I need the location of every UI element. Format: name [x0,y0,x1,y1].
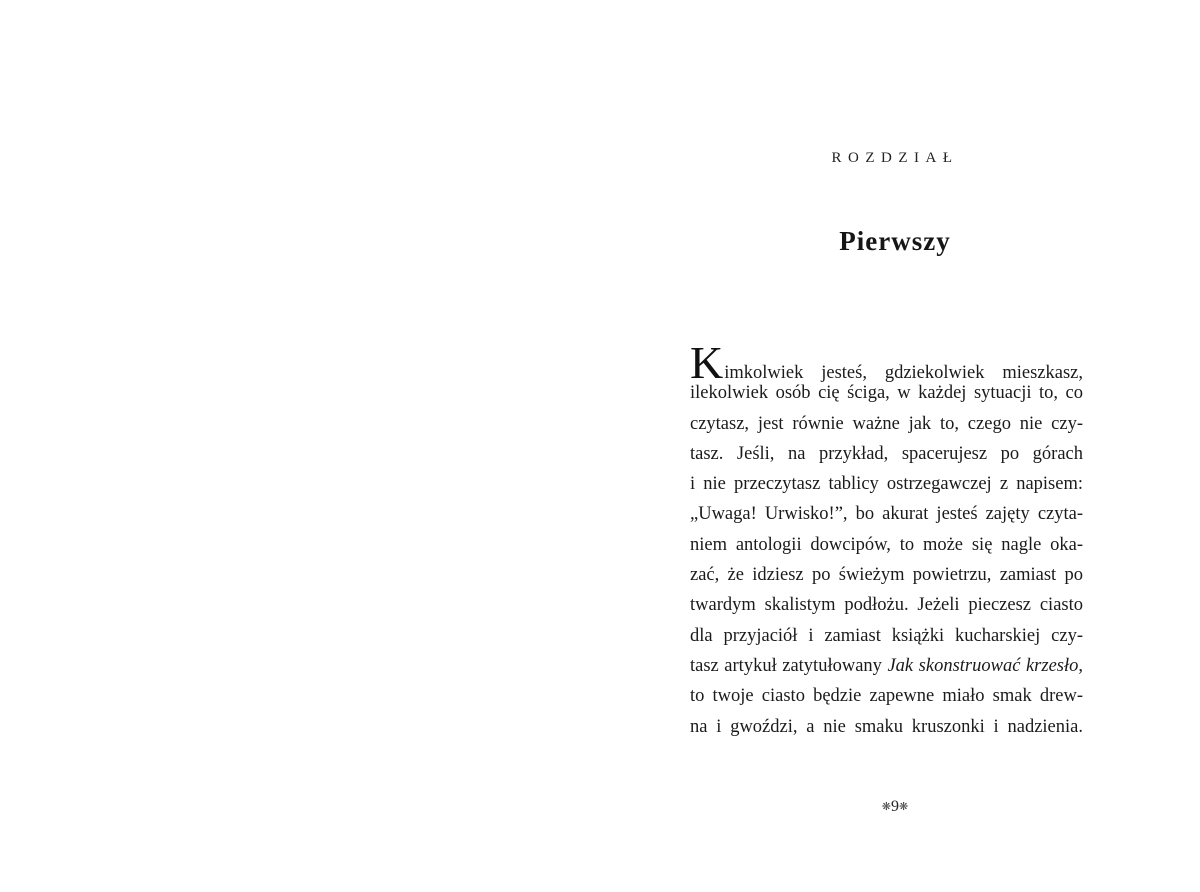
text-line-10: dla przyjaciół i zamiast książki kucharskiej czy- [690,625,1083,646]
text-line-7: niem antologii dowcipów, to może się nagle oka- [690,534,1083,555]
chapter-title: Pierwszy [839,226,951,256]
drop-cap: K [690,337,724,388]
chapter-body-text [690,337,1083,742]
right-page [600,0,1200,892]
text-line-6: „Uwaga! Urwisko!”, bo akurat jesteś zajęty czyta- [690,504,1083,525]
text-line-2: ilekolwiek osób cię ściga, w każdej sytuacji to, co [690,383,1083,404]
ornament-left-icon: ❋ [881,801,891,813]
text-line-9: twardym skalistym podłożu. Jeżeli pieczesz ciasto [690,595,1083,616]
text-line-11-suffix: , [1078,655,1083,676]
italic-article-title: Jak skonstruować krzesło [887,655,1079,676]
text-line-1-rest: imkolwiek jesteś, gdziekolwiek mieszkasz, [724,363,1083,383]
page-number [690,798,1100,816]
chapter-label: ROZDZIAŁ [831,150,959,166]
text-line-13: na i gwoździ, a nie smaku kruszonki i nadzienia. [690,716,1083,737]
text-line-11-prefix: tasz artykuł zatytułowany [690,655,888,676]
text-line-3: czytasz, jest równie ważne jak to, czego nie czy- [690,413,1083,434]
text-line-4: tasz. Jeśli, na przykład, spacerujesz po górach [690,443,1083,464]
ornament-right-icon: ❋ [899,801,909,813]
text-line-8: zać, że idziesz po świeżym powietrzu, zamiast po [690,565,1083,586]
page-number-value: 9 [891,798,899,815]
text-line-1 [690,337,1083,388]
text-line-12: to twoje ciasto będzie zapewne miało smak drew- [690,686,1083,707]
text-line-5: i nie przeczytasz tablicy ostrzegawczej z napisem: [690,474,1083,495]
text-line-11 [690,651,1083,681]
